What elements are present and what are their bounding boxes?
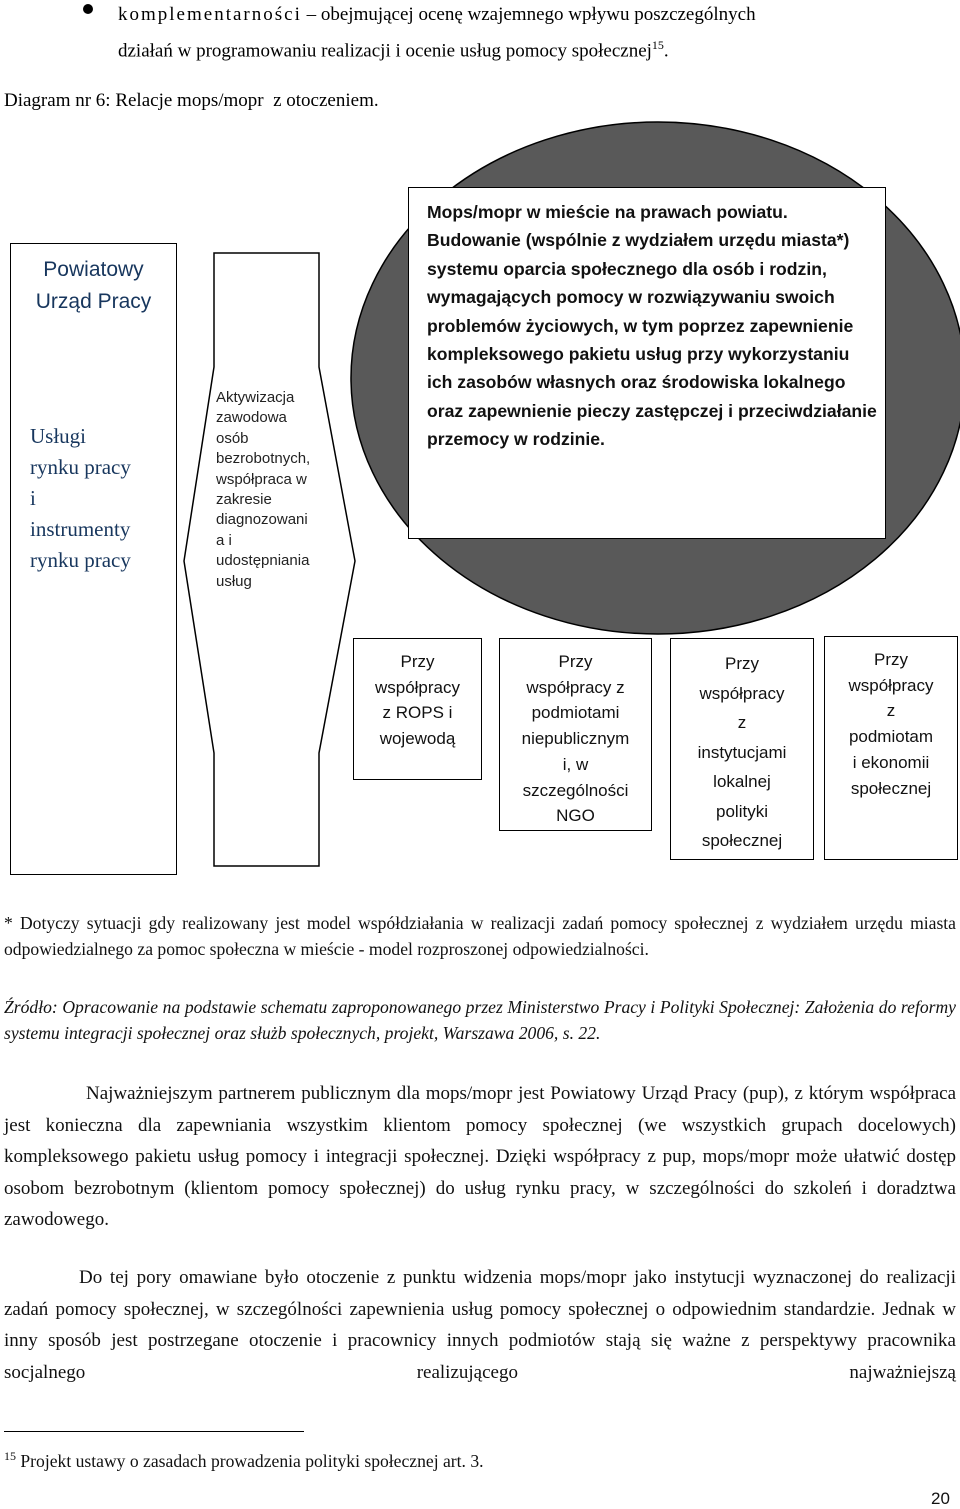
box-line: lokalnej bbox=[713, 772, 771, 791]
box-line: wojewodą bbox=[379, 728, 456, 748]
bullet-dot bbox=[83, 4, 93, 14]
box-line: współpracy bbox=[374, 677, 461, 697]
box-line: współpracy z bbox=[526, 677, 625, 697]
box-line: Przy bbox=[558, 652, 593, 671]
box-line: i ekonomii bbox=[852, 752, 930, 772]
pup-services-line: rynku pracy bbox=[30, 548, 131, 572]
box-line: z bbox=[886, 701, 896, 721]
box-line: podmiotam bbox=[848, 727, 934, 747]
mops-box bbox=[408, 187, 886, 539]
box-line: polityki bbox=[716, 801, 768, 821]
box-line: niepublicznym bbox=[521, 729, 630, 749]
box-economy-text bbox=[825, 647, 957, 801]
box-line: NGO bbox=[556, 806, 595, 826]
box-institutions-text bbox=[671, 649, 813, 856]
box-ngo-text bbox=[500, 649, 651, 829]
mops-text: Mops/mopr w mieście na prawach powiatu. Budowanie (wspólnie z wydziałem urzędu miasta*) systemu oparcia społecznego dla osób i rodzin, wymagających pomocy w rozwiązywaniu swoich problemów życiowych, w tym poprzez zapewnienie kompleksowego pakietu usług przy wykorzystaniu ich zasobów własnych oraz środowiska lokalnego oraz zapewnienie pieczy zastępczej i przeciwdziałanie przemocy w rodzinie. bbox=[427, 202, 877, 450]
pup-services-line: Usługi bbox=[30, 424, 87, 448]
bullet-line2: działań w programowaniu realizacji i ocenie usług pomocy społecznej bbox=[118, 40, 652, 62]
box-line: społecznej bbox=[850, 778, 932, 798]
arrow-text-line: zawodowa bbox=[216, 409, 287, 427]
box-economy bbox=[824, 636, 958, 860]
arrow-text-line: bezrobotnych, bbox=[216, 450, 311, 468]
pup-services bbox=[30, 421, 131, 576]
box-rops-text bbox=[354, 649, 481, 751]
paragraph-1: Najważniejszym partnerem publicznym dla mops/mopr jest Powiatowy Urząd Pracy (pup), z którym współpraca jest konieczna dla zapewniania wszystkim klientom pomocy społecznej (we wszystkich grupach docelowych) kompleksowego pakietu usług pomocy i integracji społecznej. Dzięki współpracy z pup, mops/mopr może ułatwić dostęp osobom bezrobotnym (klientom pomocy społecznej) do usług rynku pracy, w szczególności do szkoleń i doradztwa zawodowego. bbox=[4, 1083, 956, 1230]
box-line: podmiotami bbox=[531, 703, 620, 723]
pup-services-line: instrumenty bbox=[30, 517, 131, 541]
box-institutions bbox=[670, 638, 814, 860]
box-line: szczególności bbox=[522, 780, 629, 800]
paragraph-2: Do tej pory omawiane było otoczenie z punktu widzenia mops/mopr jako instytucji wyznaczonej do realizacji zadań pomocy społecznej, w szczególności zapewnienia usług pomocy społecznej o odpowiednim standardzie. Jednak w inny sposób jest postrzegane otoczenie i pracownicy innych podmiotów stają się ważne z perspektywy pracownika socjalnego realizującego najważniejszą bbox=[4, 1267, 956, 1383]
arrow-text-line: a i bbox=[216, 531, 232, 549]
arrow-text-line: osób bbox=[216, 429, 249, 447]
diagram-source: Źródło: Opracowanie na podstawie schematu zaproponowanego przez Ministerstwo Pracy i Polityki Społecznej: Założenia do reformy systemu integracji społecznej oraz służb społecznych, projekt, Warszawa 2006, s. 22. bbox=[4, 997, 956, 1043]
pup-services-line: i bbox=[30, 486, 36, 510]
bullet-text bbox=[118, 0, 956, 66]
footnote-separator bbox=[4, 1431, 304, 1432]
box-line: z ROPS i bbox=[382, 703, 453, 722]
arrow-text-line: usług bbox=[216, 572, 252, 590]
bullet-item bbox=[0, 0, 960, 62]
footnote-number: 15 bbox=[4, 1449, 16, 1463]
box-line: Przy bbox=[725, 654, 759, 673]
bullet-line1-rest: – obejmującej ocenę wzajemnego wpływu poszczególnych bbox=[301, 4, 756, 25]
arrow-text-line: zakresie bbox=[216, 491, 272, 509]
bullet-spaced-word: komplementarności bbox=[118, 4, 302, 25]
box-rops bbox=[353, 638, 482, 780]
box-line: Przy bbox=[400, 652, 435, 671]
box-line: społecznej bbox=[701, 831, 783, 850]
footnote bbox=[4, 1443, 484, 1474]
diagram-note: * Dotyczy sytuacji gdy realizowany jest model współdziałania w realizacji zadań pomocy społecznej z wydziałem urzędu miasta odpowiedzialnego za pomoc społeczna w mieście - model rozproszonej odpowiedzialności. bbox=[4, 913, 956, 959]
box-line: współpracy bbox=[699, 683, 785, 703]
footnote-text: Projekt ustawy o zasadach prowadzenia polityki społecznej art. 3. bbox=[16, 1450, 484, 1471]
box-line: współpracy bbox=[848, 675, 934, 695]
pup-services-line: rynku pracy bbox=[30, 455, 131, 479]
arrow-text bbox=[216, 388, 326, 592]
pup-title-line: Powiatowy bbox=[43, 258, 144, 281]
footnote-ref: 15 bbox=[651, 38, 664, 52]
pup-title-line: Urząd Pracy bbox=[35, 290, 152, 313]
diagram-title: Diagram nr 6: Relacje mops/mopr z otoczeniem. bbox=[4, 90, 379, 111]
arrow-text-line: udostępniania bbox=[216, 552, 310, 570]
arrow-text-line: Aktywizacja bbox=[216, 389, 295, 406]
arrow-text-line: diagnozowani bbox=[216, 511, 308, 529]
box-line: Przy bbox=[874, 650, 908, 669]
box-line: i, w bbox=[562, 754, 589, 774]
box-line: z bbox=[737, 713, 747, 732]
page-number: 20 bbox=[931, 1489, 950, 1508]
bullet-line2-end: . bbox=[663, 40, 669, 62]
arrow-text-line: współpraca w bbox=[216, 470, 307, 488]
box-ngo bbox=[499, 638, 652, 831]
pup-title bbox=[11, 254, 176, 318]
box-line: instytucjami bbox=[697, 742, 787, 762]
